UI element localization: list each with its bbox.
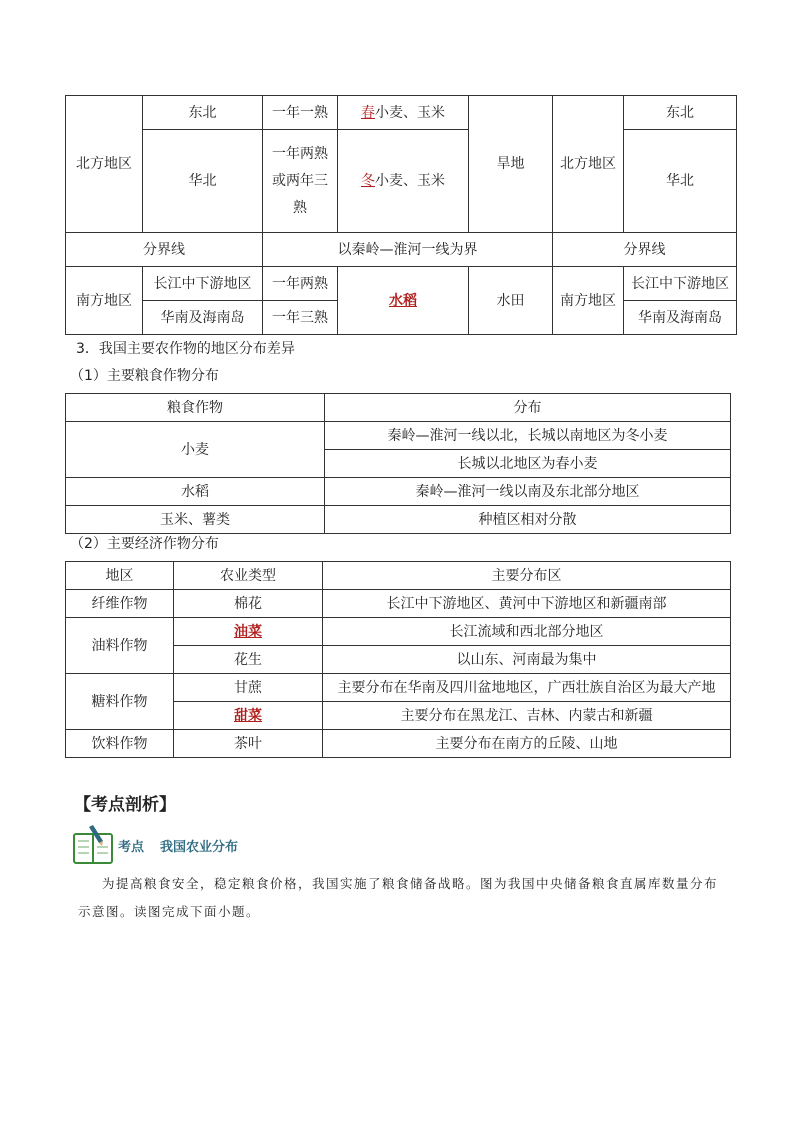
yangtze-harvest-cell: 一年两熟 [263,267,338,301]
beet-dist: 主要分布在黑龙江、吉林、内蒙古和新疆 [323,702,731,730]
beet-mark: 甜菜 [234,707,262,724]
grain-crops-heading: （1）主要粮食作物分布 [70,368,219,384]
north-china-harvest-cell: 一年两熟或两年三熟 [263,130,338,233]
boundary-right-cell: 分界线 [553,233,737,267]
northeast-crop-cell [338,96,469,130]
wheat-dist-2: 长城以北地区为春小麦 [325,450,731,478]
question-paragraph: 为提高粮食安全，稳定粮食价格，我国实施了粮食储备战略。图为我国中央储备粮食直属库数量分布示意图。读图完成下面小题。 [78,876,719,919]
oil-cell: 油料作物 [66,618,174,674]
wheat-dist-1: 秦岭—淮河一线以北，长城以南地区为冬小麦 [325,422,731,450]
south-land-cell: 水田 [469,267,553,335]
grain-crop-table [65,393,731,534]
north-china-cell: 华北 [143,130,263,233]
tea-cell: 茶叶 [174,730,323,758]
yangtze-cell: 长江中下游地区 [143,267,263,301]
key-point-label: 考点 [118,840,145,855]
cotton-cell: 棉花 [174,590,323,618]
corn-cell: 玉米、薯类 [66,506,325,534]
winter-mark: 冬 [361,173,375,189]
beet-cell [174,702,323,730]
south-china-harvest-cell: 一年三熟 [263,301,338,335]
south-china-right-cell: 华南及海南岛 [624,301,737,335]
north-region-right-cell: 北方地区 [553,96,624,233]
cotton-dist: 长江中下游地区、黄河中下游地区和新疆南部 [323,590,731,618]
rice-mark: 水稻 [389,292,417,309]
yangtze-right-cell: 长江中下游地区 [624,267,737,301]
spring-mark: 春 [361,104,375,121]
rapeseed-cell [174,618,323,646]
main-area-header: 主要分布区 [323,562,731,590]
sugarcane-cell: 甘蔗 [174,674,323,702]
drink-cell: 饮料作物 [66,730,174,758]
peanut-dist: 以山东、河南最为集中 [323,646,731,674]
north-china-crop-text: 小麦、玉米 [375,173,445,189]
section-3-heading: 3．我国主要农作物的地区分布差异 [76,341,295,357]
boundary-mid-cell: 以秦岭—淮河一线为界 [263,233,553,267]
peanut-cell: 花生 [174,646,323,674]
north-china-right-cell: 华北 [624,130,737,233]
type-header: 农业类型 [174,562,323,590]
farming-region-table [65,95,737,335]
south-region-cell: 南方地区 [66,267,143,335]
key-point-box [72,825,372,865]
northeast-cell: 东北 [143,96,263,130]
northeast-crop-text: 小麦、玉米 [375,104,445,121]
rapeseed-dist: 长江流域和西北部分地区 [323,618,731,646]
book-pencil-icon [72,825,114,865]
south-china-cell: 华南及海南岛 [143,301,263,335]
northeast-harvest-cell: 一年一熟 [263,96,338,130]
sugarcane-dist: 主要分布在华南及四川盆地地区，广西壮族自治区为最大产地 [323,674,731,702]
south-region-right-cell: 南方地区 [553,267,624,335]
corn-dist: 种植区相对分散 [325,506,731,534]
region-header: 地区 [66,562,174,590]
rapeseed-mark: 油菜 [234,623,262,640]
fiber-cell: 纤维作物 [66,590,174,618]
key-point-topic: 我国农业分布 [160,840,239,855]
distribution-header: 分布 [325,394,731,422]
wheat-cell: 小麦 [66,422,325,478]
north-region-cell: 北方地区 [66,96,143,233]
sugar-cell: 糖料作物 [66,674,174,730]
analysis-title: 【考点剖析】 [74,795,176,815]
cash-crops-heading: （2）主要经济作物分布 [70,536,219,552]
grain-crop-header: 粮食作物 [66,394,325,422]
boundary-left-cell: 分界线 [66,233,263,267]
south-crop-cell [338,267,469,335]
northeast-right-cell: 东北 [624,96,737,130]
cash-crop-table [65,561,731,758]
north-land-cell: 旱地 [469,96,553,233]
tea-dist: 主要分布在南方的丘陵、山地 [323,730,731,758]
north-china-crop-cell [338,130,469,233]
rice-cell: 水稻 [66,478,325,506]
rice-dist: 秦岭—淮河一线以南及东北部分地区 [325,478,731,506]
